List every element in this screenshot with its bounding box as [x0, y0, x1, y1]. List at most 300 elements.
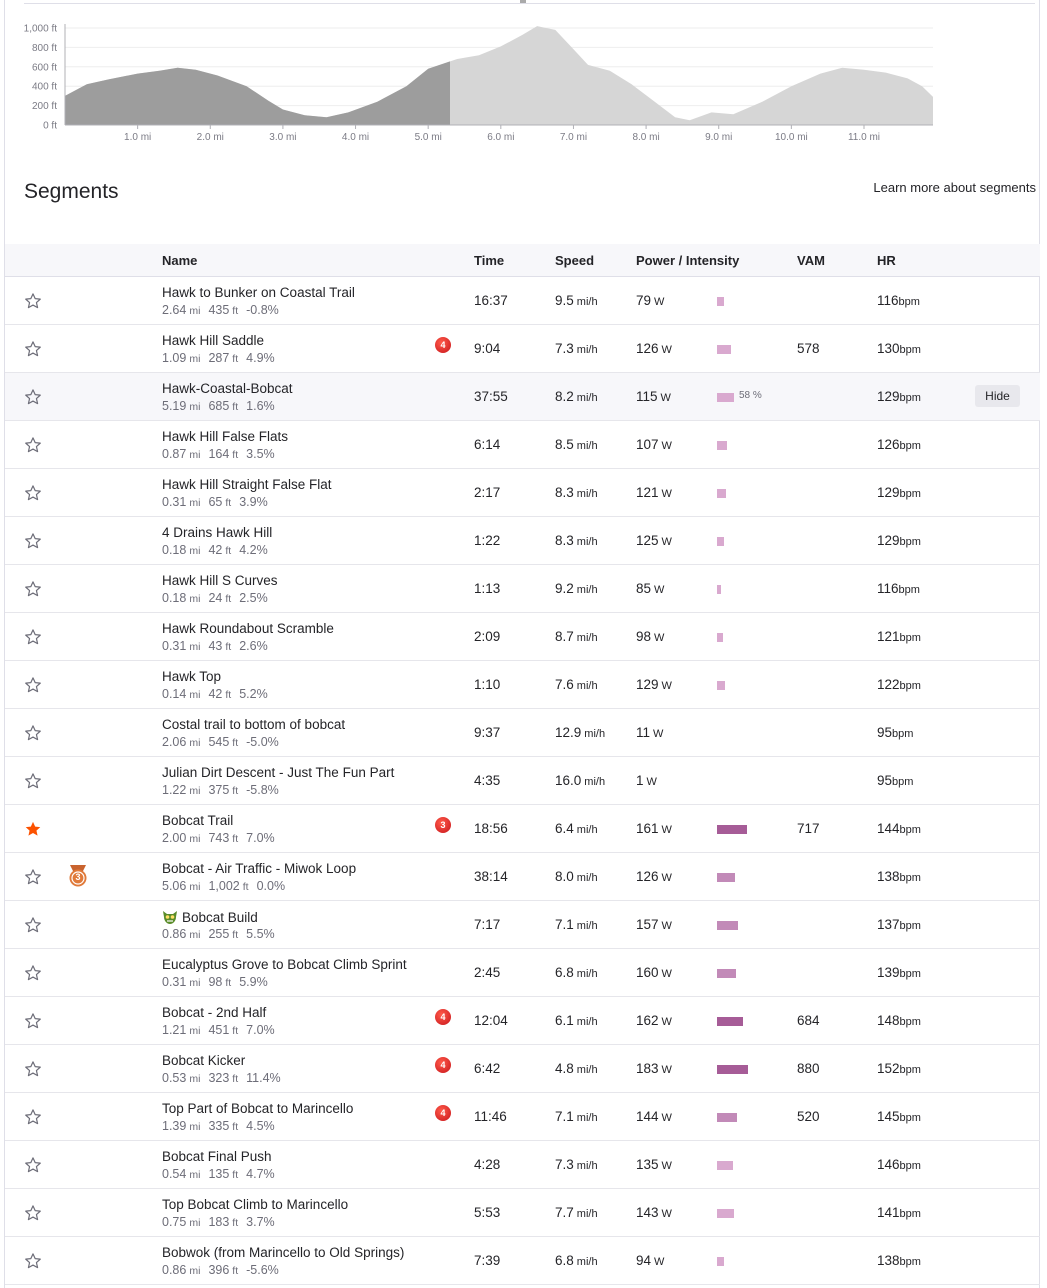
segment-power — [636, 725, 663, 740]
intensity-bar — [717, 1257, 724, 1266]
segment-speed — [555, 341, 598, 356]
hr-value: 122 — [877, 677, 900, 692]
segment-name[interactable]: Hawk Hill False Flats — [162, 429, 289, 444]
hr-unit: bpm — [892, 776, 914, 788]
hr-value: 144 — [877, 821, 900, 836]
segment-power — [636, 677, 672, 692]
segment-name-link[interactable] — [162, 381, 293, 396]
hr-unit: bpm — [899, 392, 921, 404]
segment-vam: 717 — [797, 821, 820, 836]
segment-hr — [877, 293, 920, 308]
speed-unit: mi/h — [576, 1064, 598, 1076]
segment-row[interactable] — [5, 709, 1040, 757]
segment-speed — [555, 677, 598, 692]
segment-name-link[interactable] — [162, 861, 356, 876]
medal-icon — [65, 863, 91, 889]
segment-name-link[interactable] — [162, 429, 288, 444]
power-unit: W — [661, 872, 672, 884]
speed-unit: mi/h — [576, 392, 598, 404]
star-icon[interactable] — [24, 436, 42, 454]
col-time[interactable]: Time — [474, 253, 505, 268]
segment-row[interactable] — [5, 277, 1040, 325]
elevation-unit: ft — [232, 833, 239, 845]
segment-name-link[interactable] — [162, 1053, 245, 1068]
elevation-profile-chart[interactable] — [0, 10, 960, 150]
intensity-bar — [717, 1209, 734, 1218]
star-icon[interactable] — [24, 388, 42, 406]
segment-row[interactable] — [5, 1237, 1040, 1285]
segment-row[interactable] — [5, 325, 1040, 373]
speed-unit: mi/h — [576, 584, 598, 596]
star-icon[interactable] — [24, 964, 42, 982]
segment-hr — [877, 1157, 921, 1172]
chart-drag-handle[interactable] — [520, 0, 526, 3]
segment-row[interactable] — [5, 613, 1040, 661]
elevation-unit: ft — [232, 305, 239, 317]
segment-name[interactable]: 4 Drains Hawk Hill — [162, 525, 273, 540]
segment-name-link[interactable] — [162, 669, 221, 684]
y-tick-label: 0 ft — [43, 120, 57, 132]
speed-value: 6.8 — [555, 965, 574, 980]
segment-name-link[interactable] — [162, 621, 334, 636]
segment-stats — [162, 399, 275, 413]
power-value: 94 — [636, 1253, 652, 1268]
y-tick-label: 1,000 ft — [23, 23, 57, 35]
hr-value: 116 — [877, 293, 899, 308]
segment-hr — [877, 533, 921, 548]
power-value: 85 — [636, 581, 652, 596]
star-icon[interactable] — [24, 868, 42, 886]
speed-unit: mi/h — [576, 1256, 598, 1268]
power-value: 135 — [636, 1157, 659, 1172]
power-unit: W — [661, 440, 672, 452]
hr-unit: bpm — [899, 536, 921, 548]
segment-row[interactable] — [5, 1141, 1040, 1189]
segment-stats — [162, 447, 275, 461]
x-tick-label: 2.0 mi — [196, 132, 224, 143]
segment-name[interactable]: Hawk to Bunker on Coastal Trail — [162, 285, 355, 300]
segment-hr — [877, 629, 921, 644]
segment-elevation: 685 — [208, 399, 230, 413]
hr-value: 126 — [877, 437, 900, 452]
power-unit: W — [661, 488, 672, 500]
segment-row[interactable] — [5, 1189, 1040, 1237]
speed-unit: mi/h — [576, 536, 598, 548]
segment-grade: 5.5% — [246, 927, 275, 941]
hr-value: 129 — [877, 389, 900, 404]
segment-elevation: 42 — [208, 543, 223, 557]
star-icon[interactable] — [24, 340, 42, 358]
star-icon[interactable] — [24, 580, 42, 598]
segment-stats — [162, 879, 285, 893]
power-unit: W — [661, 1160, 672, 1172]
segment-vam: 684 — [797, 1013, 820, 1028]
segment-name-link[interactable] — [162, 573, 278, 588]
segment-speed — [555, 773, 605, 788]
segment-hr — [877, 1013, 921, 1028]
intensity-bar — [717, 585, 721, 594]
segment-hr — [877, 965, 921, 980]
power-unit: W — [661, 536, 672, 548]
rank-badge: 4 — [435, 1009, 451, 1025]
speed-value: 16.0 — [555, 773, 582, 788]
hide-segment-button[interactable]: Hide — [975, 385, 1020, 407]
hr-unit: bpm — [899, 344, 921, 356]
segment-name-link[interactable] — [162, 1101, 353, 1116]
segment-row[interactable] — [5, 853, 1040, 901]
segment-elevation: 435 — [208, 303, 230, 317]
segment-distance: 5.06 — [162, 879, 187, 893]
hr-value: 129 — [877, 485, 900, 500]
distance-unit: mi — [189, 353, 201, 365]
segment-stats — [162, 351, 275, 365]
intensity-bar — [717, 345, 731, 354]
segment-name[interactable]: Top Bobcat Climb to Marincello — [162, 1197, 349, 1212]
segment-row[interactable] — [5, 517, 1040, 565]
segment-name-link[interactable] — [162, 285, 355, 300]
elevation-unit: ft — [225, 497, 232, 509]
segment-name[interactable]: Hawk Hill Straight False Flat — [162, 477, 332, 492]
segments-heading: Segments — [24, 180, 119, 203]
power-unit: W — [653, 728, 664, 740]
segment-name-link[interactable] — [162, 1005, 266, 1020]
hr-value: 130 — [877, 341, 900, 356]
star-icon[interactable] — [24, 532, 42, 550]
learn-more-link[interactable]: Learn more about segments — [873, 180, 1036, 195]
segment-grade: 7.0% — [246, 1023, 275, 1037]
segment-name[interactable]: Bobcat Trail — [162, 813, 234, 828]
segment-row[interactable] — [5, 565, 1040, 613]
hr-unit: bpm — [899, 440, 921, 452]
power-unit: W — [661, 1208, 672, 1220]
col-name[interactable]: Name — [162, 253, 198, 268]
segment-hr — [877, 725, 913, 740]
segment-stats — [162, 1263, 279, 1277]
distance-unit: mi — [189, 977, 201, 989]
segment-hr — [877, 1253, 921, 1268]
segment-name-link[interactable] — [162, 333, 264, 348]
segment-name[interactable]: Bobcat - 2nd Half — [162, 1005, 267, 1020]
hr-unit: bpm — [899, 1064, 921, 1076]
col-hr[interactable]: HR — [877, 253, 896, 268]
intensity-bar — [717, 969, 736, 978]
segment-distance: 0.86 — [162, 1263, 187, 1277]
segment-power — [636, 1253, 664, 1268]
hr-unit: bpm — [892, 728, 914, 740]
segment-name[interactable]: Hawk-Coastal-Bobcat — [162, 381, 293, 396]
distance-unit: mi — [189, 305, 201, 317]
speed-value: 4.8 — [555, 1061, 574, 1076]
elevation-unit: ft — [232, 737, 239, 749]
segment-stats — [162, 1071, 281, 1085]
distance-unit: mi — [189, 881, 201, 893]
speed-unit: mi/h — [576, 1208, 598, 1220]
col-vam[interactable]: VAM — [797, 253, 825, 268]
segment-distance: 0.86 — [162, 927, 187, 941]
intensity-bar — [717, 441, 727, 450]
segment-name[interactable]: Top Part of Bobcat to Marincello — [162, 1101, 354, 1116]
segment-name-link[interactable] — [162, 957, 407, 972]
distance-unit: mi — [189, 641, 201, 653]
segment-power — [636, 1013, 672, 1028]
x-tick-label: 3.0 mi — [269, 132, 297, 143]
col-power[interactable]: Power / Intensity — [636, 253, 740, 268]
segment-time: 6:14 — [474, 437, 501, 452]
segment-row[interactable] — [5, 1045, 1040, 1093]
segment-grade: 7.0% — [246, 831, 275, 845]
segment-time: 2:09 — [474, 629, 501, 644]
hr-unit: bpm — [899, 488, 921, 500]
segment-row[interactable] — [5, 1093, 1040, 1141]
intensity-bar — [717, 633, 723, 642]
segment-grade: 5.2% — [239, 687, 268, 701]
star-filled-icon[interactable] — [24, 820, 42, 838]
segment-speed — [555, 1109, 598, 1124]
segment-speed — [555, 965, 598, 980]
segment-row[interactable] — [5, 421, 1040, 469]
segment-time: 7:17 — [474, 917, 501, 932]
speed-value: 7.6 — [555, 677, 574, 692]
elevation-unit: ft — [232, 929, 239, 941]
hr-value: 138 — [877, 869, 900, 884]
star-icon[interactable] — [24, 1252, 42, 1270]
segment-grade: 3.5% — [246, 447, 275, 461]
elevation-unit: ft — [232, 449, 239, 461]
rank-badge: 3 — [435, 817, 451, 833]
power-value: 144 — [636, 1109, 659, 1124]
intensity-bar — [717, 1113, 737, 1122]
speed-unit: mi/h — [576, 344, 598, 356]
segment-elevation: 743 — [208, 831, 230, 845]
segment-name-link[interactable] — [162, 477, 332, 492]
speed-value: 8.2 — [555, 389, 574, 404]
segment-time: 5:53 — [474, 1205, 501, 1220]
star-icon[interactable] — [24, 628, 42, 646]
segment-row[interactable] — [5, 661, 1040, 709]
segment-name[interactable]: Hawk Hill Saddle — [162, 333, 265, 348]
star-icon[interactable] — [24, 916, 42, 934]
segment-hr — [877, 677, 921, 692]
segment-row[interactable] — [5, 949, 1040, 997]
segment-time: 2:45 — [474, 965, 501, 980]
y-tick-label: 800 ft — [31, 42, 57, 54]
intensity-bar — [717, 1161, 733, 1170]
segment-stats — [162, 543, 268, 557]
segment-row[interactable] — [5, 901, 1040, 949]
segment-power — [636, 1061, 672, 1076]
segment-name[interactable]: Bobcat - Air Traffic - Miwok Loop — [162, 861, 357, 876]
star-icon[interactable] — [24, 676, 42, 694]
segment-elevation: 43 — [208, 639, 223, 653]
hr-value: 146 — [877, 1157, 900, 1172]
segment-distance: 1.39 — [162, 1119, 187, 1133]
power-value: 125 — [636, 533, 659, 548]
intensity-bar — [717, 489, 726, 498]
segment-stats — [162, 1119, 275, 1133]
hr-value: 137 — [877, 917, 900, 932]
segment-time: 38:14 — [474, 869, 508, 884]
segment-row[interactable] — [5, 373, 1040, 421]
y-tick-label: 200 ft — [31, 101, 57, 113]
segment-speed — [555, 1157, 598, 1172]
y-tick-label: 400 ft — [31, 81, 57, 93]
speed-value: 6.1 — [555, 1013, 574, 1028]
distance-unit: mi — [189, 1121, 201, 1133]
col-speed[interactable]: Speed — [555, 253, 595, 268]
hr-unit: bpm — [899, 824, 921, 836]
segment-distance: 0.75 — [162, 1215, 187, 1229]
speed-unit: mi/h — [576, 968, 598, 980]
segment-grade: -5.8% — [246, 783, 279, 797]
star-icon[interactable] — [24, 772, 42, 790]
x-tick-label: 9.0 mi — [705, 132, 733, 143]
segment-grade: 4.9% — [246, 351, 275, 365]
segment-vam: 880 — [797, 1061, 820, 1076]
segment-name[interactable]: Julian Dirt Descent - Just The Fun Part — [162, 765, 395, 780]
segment-name[interactable]: Bobcat Final Push — [162, 1149, 272, 1164]
power-value: 126 — [636, 869, 659, 884]
segment-time: 1:10 — [474, 677, 501, 692]
hr-value: 148 — [877, 1013, 900, 1028]
segment-name-link[interactable] — [162, 1245, 404, 1260]
segment-time: 9:37 — [474, 725, 501, 740]
segment-power — [636, 293, 664, 308]
segment-row[interactable] — [5, 469, 1040, 517]
segment-name-link[interactable] — [162, 909, 258, 925]
segment-vam: 520 — [797, 1109, 820, 1124]
segment-name-link[interactable] — [162, 1197, 348, 1212]
segment-distance: 2.00 — [162, 831, 187, 845]
segment-speed — [555, 581, 598, 596]
power-value: 79 — [636, 293, 652, 308]
segment-elevation: 396 — [208, 1263, 230, 1277]
segment-name[interactable]: Bobwok (from Marincello to Old Springs) — [162, 1245, 405, 1260]
hr-value: 152 — [877, 1061, 900, 1076]
power-value: 98 — [636, 629, 652, 644]
segment-grade: -0.8% — [246, 303, 279, 317]
power-unit: W — [654, 584, 665, 596]
star-icon[interactable] — [24, 1012, 42, 1030]
hr-unit: bpm — [898, 584, 920, 596]
hr-unit: bpm — [899, 872, 921, 884]
x-tick-label: 10.0 mi — [774, 132, 808, 143]
segment-speed — [555, 293, 598, 308]
hr-value: 138 — [877, 1253, 900, 1268]
segment-distance: 1.09 — [162, 351, 187, 365]
segment-stats — [162, 975, 268, 989]
distance-unit: mi — [189, 689, 201, 701]
elevation-unit: ft — [225, 593, 232, 605]
power-unit: W — [661, 1112, 672, 1124]
speed-value: 7.3 — [555, 1157, 574, 1172]
elevation-unit: ft — [232, 1265, 239, 1277]
segment-row[interactable] — [5, 757, 1040, 805]
segment-elevation: 451 — [208, 1023, 230, 1037]
segment-distance: 0.87 — [162, 447, 187, 461]
segment-speed — [555, 437, 598, 452]
star-icon[interactable] — [24, 1204, 42, 1222]
segment-grade: 0.0% — [256, 879, 286, 893]
star-icon[interactable] — [24, 292, 42, 310]
segment-time: 7:39 — [474, 1253, 501, 1268]
segment-elevation: 183 — [208, 1215, 230, 1229]
segment-hr — [877, 1205, 921, 1220]
intensity-bar — [717, 873, 735, 882]
segment-name[interactable]: Hawk Hill S Curves — [162, 573, 278, 588]
segment-name[interactable]: Costal trail to bottom of bobcat — [162, 717, 346, 732]
segment-name-link[interactable] — [162, 813, 233, 828]
star-icon[interactable] — [24, 1108, 42, 1126]
segment-hr — [877, 389, 921, 404]
hr-unit: bpm — [899, 920, 921, 932]
star-icon[interactable] — [24, 484, 42, 502]
hr-unit: bpm — [899, 1256, 921, 1268]
distance-unit: mi — [189, 449, 201, 461]
speed-unit: mi/h — [584, 776, 606, 788]
segment-hr — [877, 341, 921, 356]
segment-stats — [162, 783, 279, 797]
speed-value: 8.0 — [555, 869, 574, 884]
segment-time: 4:28 — [474, 1157, 501, 1172]
segment-name-link[interactable] — [162, 1149, 272, 1164]
elevation-unit: ft — [242, 881, 249, 893]
segment-elevation: 1,002 — [208, 879, 240, 893]
star-icon[interactable] — [24, 1060, 42, 1078]
segment-stats — [162, 1023, 275, 1037]
segment-name[interactable]: Hawk Roundabout Scramble — [162, 621, 334, 636]
segment-speed — [555, 1205, 598, 1220]
segment-power — [636, 965, 672, 980]
segment-row[interactable] — [5, 997, 1040, 1045]
segment-stats — [162, 1167, 275, 1181]
speed-value: 9.2 — [555, 581, 574, 596]
power-value: 129 — [636, 677, 659, 692]
segment-elevation: 287 — [208, 351, 230, 365]
segment-elevation: 164 — [208, 447, 230, 461]
segment-name[interactable]: Bobcat Build — [182, 910, 258, 925]
intensity-bar — [717, 537, 724, 546]
segment-name-link[interactable] — [162, 717, 345, 732]
speed-unit: mi/h — [576, 1016, 598, 1028]
segment-stats — [162, 687, 268, 701]
power-unit: W — [646, 776, 657, 788]
intensity-bar — [717, 1065, 748, 1074]
x-tick-label: 11.0 mi — [847, 132, 881, 143]
segment-distance: 0.53 — [162, 1071, 187, 1085]
segment-name[interactable]: Hawk Top — [162, 669, 222, 684]
distance-unit: mi — [189, 833, 201, 845]
intensity-bar — [717, 921, 738, 930]
power-unit: W — [661, 680, 672, 692]
segment-grade: 2.5% — [239, 591, 268, 605]
power-value: 161 — [636, 821, 659, 836]
segment-name-link[interactable] — [162, 765, 394, 780]
segment-name-link[interactable] — [162, 525, 272, 540]
speed-unit: mi/h — [576, 1160, 598, 1172]
star-icon[interactable] — [24, 724, 42, 742]
segments-table-header — [5, 244, 1040, 277]
segment-speed — [555, 389, 598, 404]
segment-row[interactable] — [5, 805, 1040, 853]
hr-value: 116 — [877, 581, 899, 596]
segment-name[interactable]: Eucalyptus Grove to Bobcat Climb Sprint — [162, 957, 407, 972]
segment-name[interactable]: Bobcat Kicker — [162, 1053, 246, 1068]
star-icon[interactable] — [24, 1156, 42, 1174]
segment-stats — [162, 591, 268, 605]
speed-value: 6.4 — [555, 821, 574, 836]
segment-power — [636, 581, 664, 596]
segment-elevation: 135 — [208, 1167, 230, 1181]
